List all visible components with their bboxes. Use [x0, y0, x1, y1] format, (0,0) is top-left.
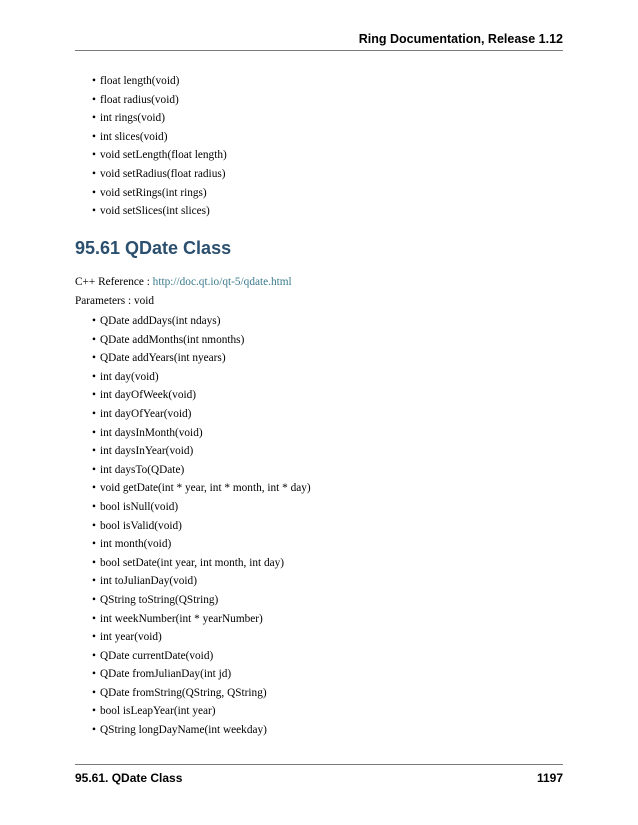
list-item: • void setRadius(float radius): [92, 165, 227, 184]
list-item: • QDate addDays(int ndays): [92, 312, 311, 331]
method-list-previous: [92, 72, 227, 221]
list-item: • QDate fromJulianDay(int jd): [92, 665, 311, 684]
section-heading: 95.61 QDate Class: [75, 238, 232, 258]
list-item: • int month(void): [92, 535, 311, 554]
list-item: • void setSlices(int slices): [92, 202, 227, 221]
list-item: • QString toString(QString): [92, 591, 311, 610]
list-item: • int day(void): [92, 368, 311, 387]
list-item: • QDate addYears(int nyears): [92, 349, 311, 368]
list-item: • QDate addMonths(int nmonths): [92, 331, 311, 350]
list-item: • int daysInYear(void): [92, 442, 311, 461]
list-item: • bool setDate(int year, int month, int day): [92, 554, 311, 573]
list-item: • QDate currentDate(void): [92, 647, 311, 666]
list-item: • void setRings(int rings): [92, 184, 227, 203]
list-item: • int slices(void): [92, 128, 227, 147]
list-item: • void setLength(float length): [92, 146, 227, 165]
method-list-qdate: [92, 312, 311, 740]
running-header-title: Ring Documentation, Release 1.12: [358, 32, 563, 46]
list-item: • float length(void): [92, 72, 227, 91]
list-item: • int daysInMonth(void): [92, 424, 311, 443]
list-item: • void getDate(int * year, int * month, int * day): [92, 479, 311, 498]
reference-link[interactable]: http://doc.qt.io/qt-5/qdate.html: [152, 276, 292, 288]
footer-page-number: 1197: [536, 771, 563, 785]
list-item: • bool isNull(void): [92, 498, 311, 517]
footer-section-title: 95.61. QDate Class: [75, 771, 183, 785]
list-item: • int dayOfWeek(void): [92, 386, 311, 405]
list-item: • int daysTo(QDate): [92, 461, 311, 480]
footer-rule: [75, 764, 563, 765]
parameters-line: Parameters : void: [75, 295, 155, 307]
list-item: • int year(void): [92, 628, 311, 647]
list-item: • bool isValid(void): [92, 517, 311, 536]
header-rule: [75, 50, 563, 51]
reference-line: [75, 276, 292, 288]
list-item: • int weekNumber(int * yearNumber): [92, 610, 311, 629]
list-item: • QDate fromString(QString, QString): [92, 684, 311, 703]
list-item: • int toJulianDay(void): [92, 572, 311, 591]
list-item: • bool isLeapYear(int year): [92, 702, 311, 721]
list-item: • QString longDayName(int weekday): [92, 721, 311, 740]
list-item: • float radius(void): [92, 91, 227, 110]
reference-label: C++ Reference :: [75, 276, 153, 288]
list-item: • int rings(void): [92, 109, 227, 128]
list-item: • int dayOfYear(void): [92, 405, 311, 424]
